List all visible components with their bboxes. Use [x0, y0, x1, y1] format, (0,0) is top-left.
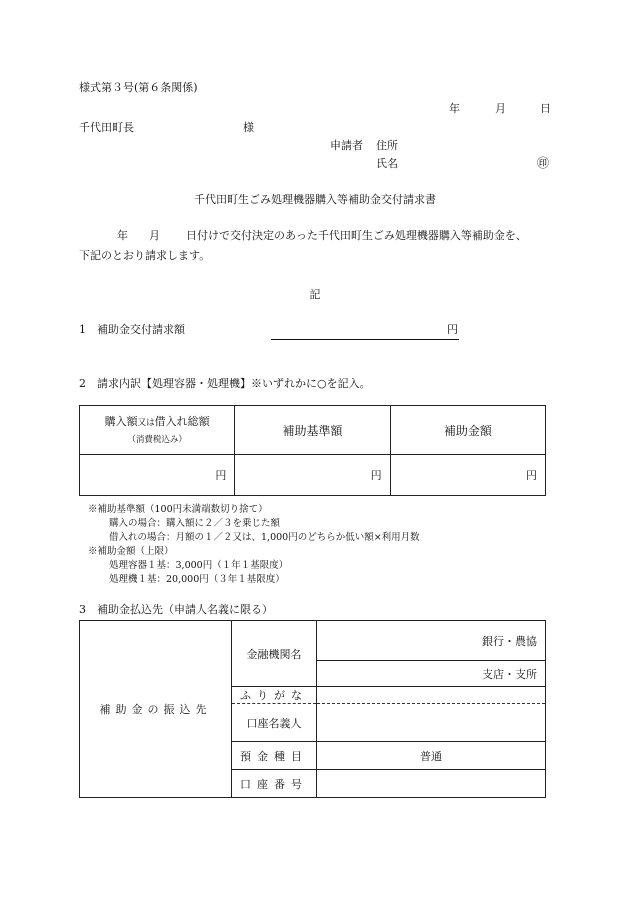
intro-line1: 日付けで交付決定のあった千代田町生ごみ処理機器購入等補助金を、 [186, 229, 527, 242]
col-standard-header: 補助基準額 [235, 406, 390, 455]
standard-amount-cell[interactable]: 円 [235, 455, 390, 496]
date-year-label: 年 [449, 102, 460, 115]
account-type-label: 預金種目 [232, 742, 317, 770]
note-standard-heading: ※補助基準額（100円未満端数切り捨て） [88, 504, 268, 515]
transfer-destination-label: 補助金の振込先 [80, 621, 232, 798]
account-number-cell[interactable] [317, 770, 546, 798]
furigana-label: ふりがな [232, 687, 317, 704]
bank-name-cell[interactable]: 銀行・農協 [317, 621, 546, 661]
subsidy-amount-cell[interactable]: 円 [390, 455, 545, 496]
addressee-town-head: 千代田町長 [79, 121, 134, 134]
col-subsidy-header: 補助金額 [390, 406, 545, 455]
applicant-label: 申請者 [330, 139, 363, 152]
ki-heading: 記 [309, 288, 321, 301]
note-container: 処理容器１基：3,000円（１年１基限度） [109, 560, 289, 571]
account-number-label: 口座番号 [232, 770, 317, 798]
col1-small: 又は [137, 417, 155, 428]
furigana-cell[interactable] [317, 687, 546, 704]
date-day-label: 日 [540, 102, 551, 115]
institution-label: 金融機関名 [232, 621, 317, 687]
addressee-honorific: 様 [243, 121, 254, 134]
note-cap-heading: ※補助金額（上限） [88, 546, 174, 557]
holder-label: 口座名義人 [232, 704, 317, 742]
section1-unit: 円 [447, 323, 458, 336]
col-purchase-header [80, 406, 235, 455]
section1-label: 1 補助金交付請求額 [79, 323, 185, 336]
section3-label: 3 補助金払込先（申請人名義に限る） [79, 603, 273, 616]
col1-sub: （消費税込み） [127, 435, 187, 446]
section2-label: 2 請求内訳【処理容器・処理機】※いずれかに○を記入。 [79, 377, 371, 390]
branch-name-cell[interactable]: 支店・支所 [317, 661, 546, 687]
seal-icon: ㊞ [537, 156, 550, 170]
breakdown-table [79, 405, 546, 496]
account-type-value[interactable]: 普通 [317, 742, 546, 770]
applicant-address-label: 住所 [376, 139, 398, 152]
holder-cell[interactable] [317, 704, 546, 742]
form-number: 様式第３号(第６条関係) [79, 81, 198, 94]
note-purchase: 購入の場合：購入額に２／３を乗じた額 [109, 518, 281, 529]
amount-underline[interactable] [271, 339, 459, 340]
col1-main: 購入額 [104, 414, 138, 428]
col1-rest: 借入れ総額 [154, 414, 210, 428]
note-lease: 借入れの場合：月額の１／２又は、1,000円のどちらか低い額×利用月数 [109, 532, 420, 543]
document-title: 千代田町生ごみ処理機器購入等補助金交付請求書 [194, 193, 436, 206]
date-month-label: 月 [495, 102, 506, 115]
intro-year: 年 [117, 229, 128, 242]
intro-line2: 下記のとおり請求します。 [79, 249, 211, 262]
bank-table [79, 620, 546, 798]
purchase-amount-cell[interactable]: 円 [80, 455, 235, 496]
note-machine: 処理機１基：20,000円（３年１基限度） [109, 574, 285, 585]
applicant-name-label: 氏名 [376, 157, 398, 170]
intro-month: 月 [149, 229, 160, 242]
